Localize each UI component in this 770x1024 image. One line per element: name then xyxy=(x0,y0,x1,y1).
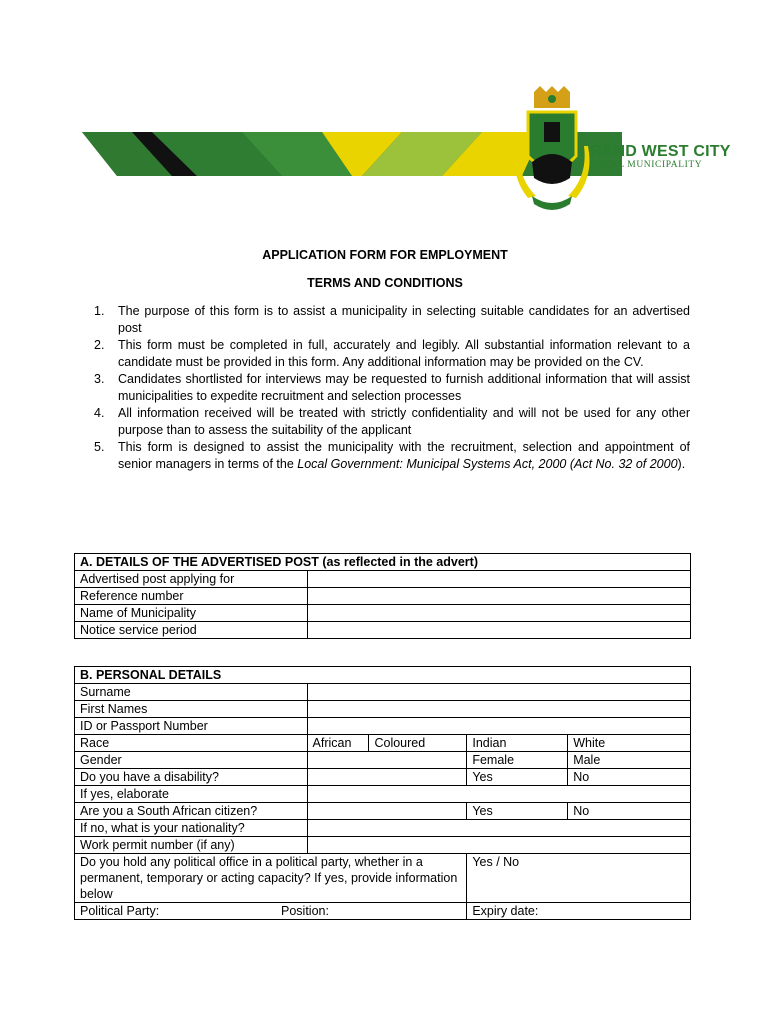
gender-blank xyxy=(307,752,467,769)
political-party-row[interactable] xyxy=(75,903,467,920)
term-text: Candidates shortlisted for interviews may be requested to furnish additional information that will assist municipalities to expedite recruitment and selection processes xyxy=(118,372,690,403)
advertised-post-input[interactable] xyxy=(307,571,690,588)
race-option-coloured[interactable]: Coloured xyxy=(369,735,467,752)
brand-subtitle: LOCAL MUNICIPALITY xyxy=(590,160,703,170)
field-label: Work permit number (if any) xyxy=(75,837,308,854)
position-label: Position: xyxy=(281,904,329,918)
document-title: APPLICATION FORM FOR EMPLOYMENT xyxy=(262,248,508,262)
gender-option-male[interactable]: Male xyxy=(568,752,691,769)
field-label: First Names xyxy=(75,701,308,718)
terms-list xyxy=(90,303,690,473)
term-text: All information received will be treated with strictly confidentiality and will not be used for any other purpose than to assess the suitability of the applicant xyxy=(118,406,690,437)
field-label: Do you have a disability? xyxy=(75,769,308,786)
term-item xyxy=(90,303,690,337)
term-number: 5. xyxy=(94,440,105,454)
section-b-table xyxy=(74,666,691,920)
term-number: 4. xyxy=(94,406,105,420)
race-option-indian[interactable]: Indian xyxy=(467,735,568,752)
field-label: Are you a South African citizen? xyxy=(75,803,308,820)
field-label: ID or Passport Number xyxy=(75,718,308,735)
field-label: If no, what is your nationality? xyxy=(75,820,308,837)
disability-option-yes[interactable]: Yes xyxy=(467,769,568,786)
term-item xyxy=(90,405,690,439)
field-label: Advertised post applying for xyxy=(75,571,308,588)
nationality-input[interactable] xyxy=(307,820,690,837)
field-label: Surname xyxy=(75,684,308,701)
work-permit-input[interactable] xyxy=(307,837,690,854)
id-number-input[interactable] xyxy=(307,718,690,735)
field-label: Name of Municipality xyxy=(75,605,308,622)
field-label: Notice service period xyxy=(75,622,308,639)
terms-heading: TERMS AND CONDITIONS xyxy=(307,276,463,290)
field-label: Race xyxy=(75,735,308,752)
field-label: Gender xyxy=(75,752,308,769)
municipality-name-input[interactable] xyxy=(307,605,690,622)
term-text: This form must be completed in full, accurately and legibly. All substantial information relevant to a candidate must be provided in this form. Any additional information may be provided on the CV. xyxy=(118,338,690,369)
citizen-option-yes[interactable]: Yes xyxy=(467,803,568,820)
section-a-table xyxy=(74,553,691,639)
citizen-blank xyxy=(307,803,467,820)
political-party-label: Political Party: xyxy=(80,904,160,918)
term-text-end: ). xyxy=(677,457,686,471)
term-item xyxy=(90,371,690,405)
reference-number-input[interactable] xyxy=(307,588,690,605)
term-item xyxy=(90,337,690,371)
term-text: This form is designed to assist the municipality with the recruitment, selection and appointment of senior managers in terms of the xyxy=(118,440,690,471)
term-number: 1. xyxy=(94,304,105,318)
term-number: 2. xyxy=(94,338,105,352)
section-b-heading: B. PERSONAL DETAILS xyxy=(75,667,691,684)
brand-block xyxy=(590,143,760,171)
section-a-heading: A. DETAILS OF THE ADVERTISED POST (as reflected in the advert) xyxy=(75,554,691,571)
disability-elaborate-input[interactable] xyxy=(307,786,690,803)
field-label: Reference number xyxy=(75,588,308,605)
term-text: The purpose of this form is to assist a municipality in selecting suitable candidates for an advertised post xyxy=(118,304,690,335)
municipal-crest-logo xyxy=(514,86,590,216)
disability-blank xyxy=(307,769,467,786)
notice-period-input[interactable] xyxy=(307,622,690,639)
expiry-date-field[interactable]: Expiry date: xyxy=(467,903,691,920)
brand-title: RAND WEST CITY xyxy=(590,143,731,160)
citizen-option-no[interactable]: No xyxy=(568,803,691,820)
act-reference: Local Government: Municipal Systems Act, 2000 (Act No. 32 of 2000 xyxy=(297,457,678,471)
field-label: If yes, elaborate xyxy=(75,786,308,803)
political-office-answer[interactable]: Yes / No xyxy=(467,854,691,903)
political-office-question: Do you hold any political office in a political party, whether in a permanent, temporary or acting capacity? If yes, provide information below xyxy=(75,854,467,903)
term-number: 3. xyxy=(94,372,105,386)
disability-option-no[interactable]: No xyxy=(568,769,691,786)
race-option-white[interactable]: White xyxy=(568,735,691,752)
gender-option-female[interactable]: Female xyxy=(467,752,568,769)
surname-input[interactable] xyxy=(307,684,690,701)
term-item xyxy=(90,439,690,473)
first-names-input[interactable] xyxy=(307,701,690,718)
race-option-african[interactable]: African xyxy=(307,735,369,752)
